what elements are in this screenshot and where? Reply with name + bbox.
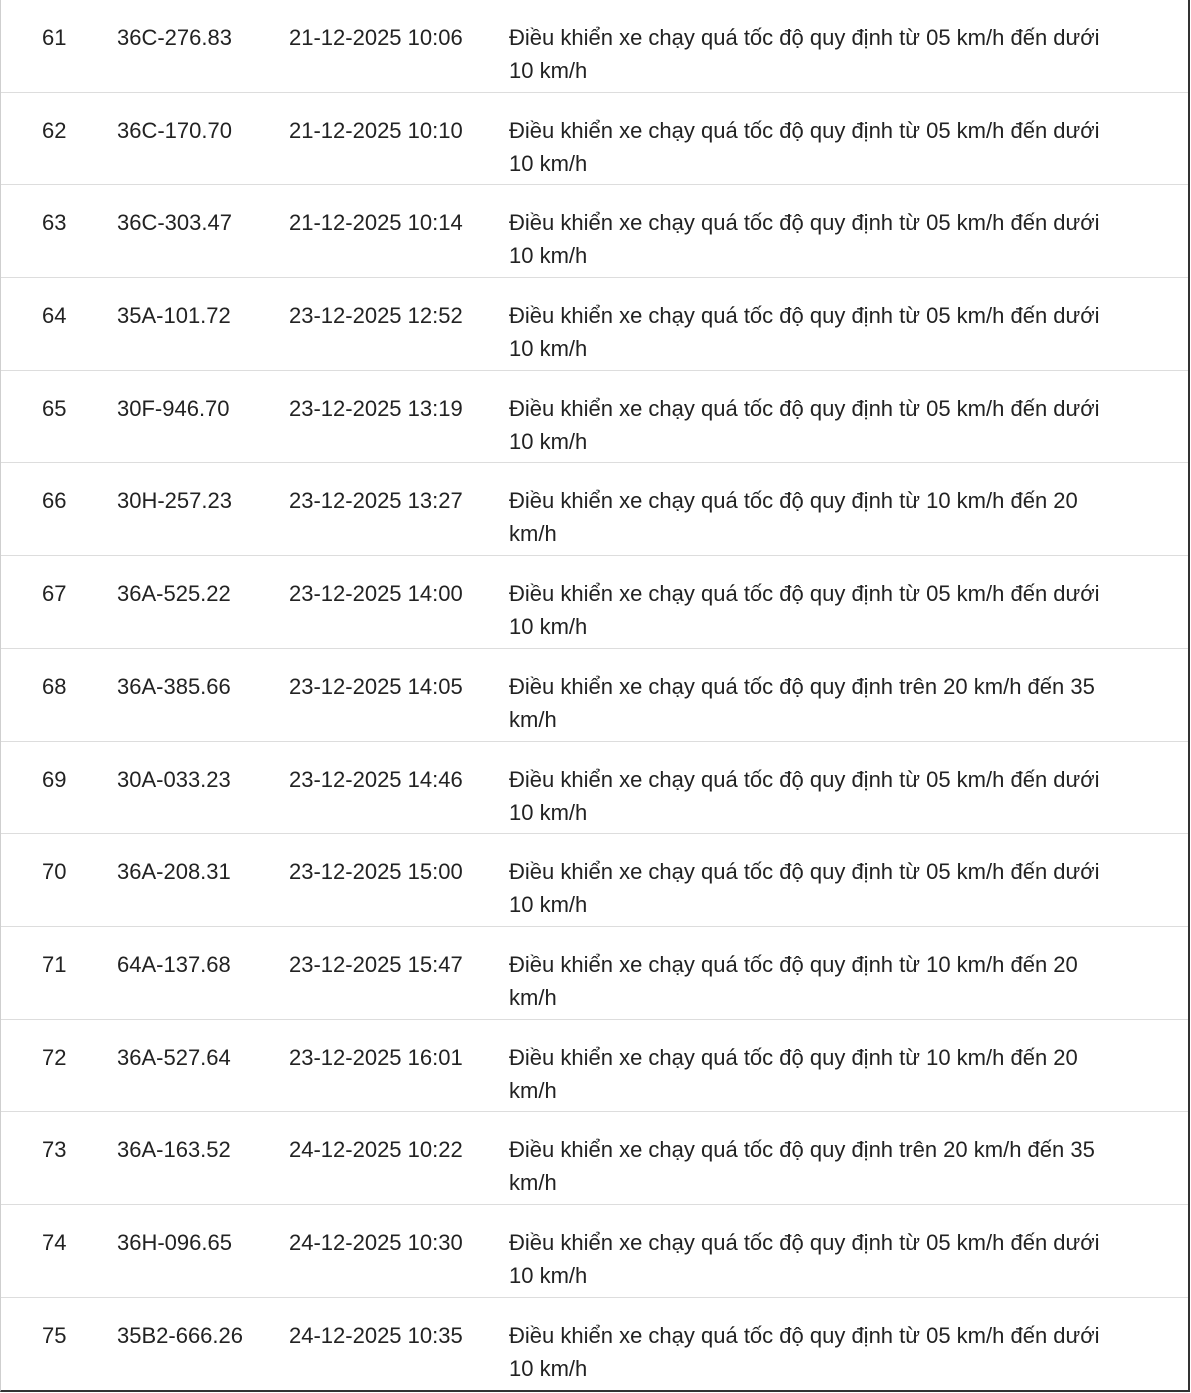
violation-time: 21-12-2025 10:06	[289, 25, 463, 50]
violation-description	[509, 21, 1159, 87]
table-row	[1, 0, 1188, 93]
violation-description	[509, 577, 1159, 643]
violation-time: 23-12-2025 16:01	[289, 1044, 463, 1070]
table-row	[1, 649, 1188, 742]
row-number: 64	[42, 303, 67, 329]
violation-description	[509, 206, 1159, 272]
violation-description	[509, 484, 1159, 550]
violation-line-1: Điều khiển xe chạy quá tốc độ quy định từ 05 km/h đến dưới	[509, 25, 1100, 50]
violation-line-2: 10 km/h	[509, 58, 588, 83]
table-row	[1, 742, 1188, 835]
violation-line-1: Điều khiển xe chạy quá tốc độ quy định từ 10 km/h đến 20	[509, 1044, 1078, 1070]
license-plate: 36A-527.64	[117, 1044, 231, 1070]
table-row	[1, 556, 1188, 649]
table-row	[1, 185, 1188, 278]
violation-line-1: Điều khiển xe chạy quá tốc độ quy định từ 05 km/h đến dưới	[509, 581, 1100, 607]
table-row	[1, 371, 1188, 464]
license-plate: 36C-170.70	[117, 117, 232, 143]
violation-time: 23-12-2025 12:52	[289, 303, 463, 329]
violation-description	[509, 948, 1159, 1014]
violation-line-1: Điều khiển xe chạy quá tốc độ quy định từ 05 km/h đến dưới	[509, 859, 1100, 885]
row-number: 71	[42, 951, 67, 977]
violation-description	[509, 1319, 1159, 1385]
violation-line-1: Điều khiển xe chạy quá tốc độ quy định từ 05 km/h đến dưới	[509, 117, 1100, 143]
table-row	[1, 1205, 1188, 1298]
violation-line-1: Điều khiển xe chạy quá tốc độ quy định từ 05 km/h đến dưới	[509, 395, 1100, 421]
violation-description	[509, 299, 1159, 365]
table-row	[1, 834, 1188, 927]
violation-time: 24-12-2025 10:22	[289, 1137, 463, 1163]
violation-time: 23-12-2025 15:00	[289, 859, 463, 885]
table-row	[1, 1112, 1188, 1205]
license-plate: 30H-257.23	[117, 488, 232, 514]
row-number: 69	[42, 766, 67, 792]
row-number: 65	[42, 395, 67, 421]
table-row	[1, 93, 1188, 186]
violation-time: 21-12-2025 10:14	[289, 210, 463, 236]
violation-line-1: Điều khiển xe chạy quá tốc độ quy định từ 05 km/h đến dưới	[509, 210, 1100, 236]
violation-line-1: Điều khiển xe chạy quá tốc độ quy định từ 10 km/h đến 20	[509, 951, 1078, 977]
violation-description	[509, 1226, 1159, 1292]
violation-time: 24-12-2025 10:35	[289, 1322, 463, 1348]
row-number: 67	[42, 581, 67, 607]
violation-line-1: Điều khiển xe chạy quá tốc độ quy định từ 05 km/h đến dưới	[509, 1229, 1100, 1255]
violation-line-1: Điều khiển xe chạy quá tốc độ quy định từ 05 km/h đến dưới	[509, 1322, 1100, 1348]
violation-time: 23-12-2025 13:19	[289, 395, 463, 421]
license-plate: 64A-137.68	[117, 951, 231, 977]
license-plate: 35A-101.72	[117, 303, 231, 329]
violation-time: 23-12-2025 14:00	[289, 581, 463, 607]
violation-line-2: 10 km/h	[509, 1262, 588, 1288]
violation-line-2: 10 km/h	[509, 799, 588, 825]
table-row	[1, 278, 1188, 371]
violation-line-2: 10 km/h	[509, 428, 588, 454]
table-row	[1, 927, 1188, 1020]
violation-line-2: km/h	[509, 1170, 557, 1196]
violation-line-2: 10 km/h	[509, 1355, 588, 1381]
violation-time: 21-12-2025 10:10	[289, 117, 463, 143]
violation-line-2: 10 km/h	[509, 892, 588, 918]
violation-line-1: Điều khiển xe chạy quá tốc độ quy định từ 05 km/h đến dưới	[509, 766, 1100, 792]
violation-line-1: Điều khiển xe chạy quá tốc độ quy định trên 20 km/h đến 35	[509, 1137, 1095, 1163]
violation-time: 23-12-2025 13:27	[289, 488, 463, 514]
row-number: 61	[42, 25, 67, 50]
license-plate: 36A-525.22	[117, 581, 231, 607]
violation-line-1: Điều khiển xe chạy quá tốc độ quy định trên 20 km/h đến 35	[509, 673, 1095, 699]
license-plate: 30F-946.70	[117, 395, 230, 421]
violation-description	[509, 855, 1159, 921]
license-plate: 36C-276.83	[117, 25, 232, 50]
table-row	[1, 463, 1188, 556]
violation-line-2: km/h	[509, 1077, 557, 1103]
violation-description	[509, 114, 1159, 180]
violation-time: 23-12-2025 15:47	[289, 951, 463, 977]
license-plate: 36C-303.47	[117, 210, 232, 236]
violation-line-2: 10 km/h	[509, 614, 588, 640]
violation-line-2: 10 km/h	[509, 336, 588, 362]
violation-description	[509, 763, 1159, 829]
license-plate: 30A-033.23	[117, 766, 231, 792]
violation-line-2: 10 km/h	[509, 150, 588, 176]
row-number: 68	[42, 673, 67, 699]
row-number: 66	[42, 488, 67, 514]
violation-time: 23-12-2025 14:05	[289, 673, 463, 699]
violation-description	[509, 392, 1159, 458]
violation-line-2: km/h	[509, 984, 557, 1010]
row-number: 62	[42, 117, 67, 143]
violation-time: 23-12-2025 14:46	[289, 766, 463, 792]
row-number: 70	[42, 859, 67, 885]
license-plate: 35B2-666.26	[117, 1322, 243, 1348]
violation-line-1: Điều khiển xe chạy quá tốc độ quy định từ 10 km/h đến 20	[509, 488, 1078, 514]
table-row	[1, 1298, 1188, 1391]
violation-line-1: Điều khiển xe chạy quá tốc độ quy định từ 05 km/h đến dưới	[509, 303, 1100, 329]
license-plate: 36A-163.52	[117, 1137, 231, 1163]
row-number: 75	[42, 1322, 67, 1348]
license-plate: 36A-385.66	[117, 673, 231, 699]
row-number: 73	[42, 1137, 67, 1163]
row-number: 74	[42, 1229, 67, 1255]
violation-description	[509, 670, 1159, 736]
violation-line-2: km/h	[509, 706, 557, 732]
violation-description	[509, 1133, 1159, 1199]
row-number: 72	[42, 1044, 67, 1070]
table-row	[1, 1020, 1188, 1113]
violation-description	[509, 1041, 1159, 1107]
license-plate: 36A-208.31	[117, 859, 231, 885]
violation-line-2: 10 km/h	[509, 243, 588, 269]
row-number: 63	[42, 210, 67, 236]
license-plate: 36H-096.65	[117, 1229, 232, 1255]
violation-line-2: km/h	[509, 521, 557, 547]
violation-time: 24-12-2025 10:30	[289, 1229, 463, 1255]
